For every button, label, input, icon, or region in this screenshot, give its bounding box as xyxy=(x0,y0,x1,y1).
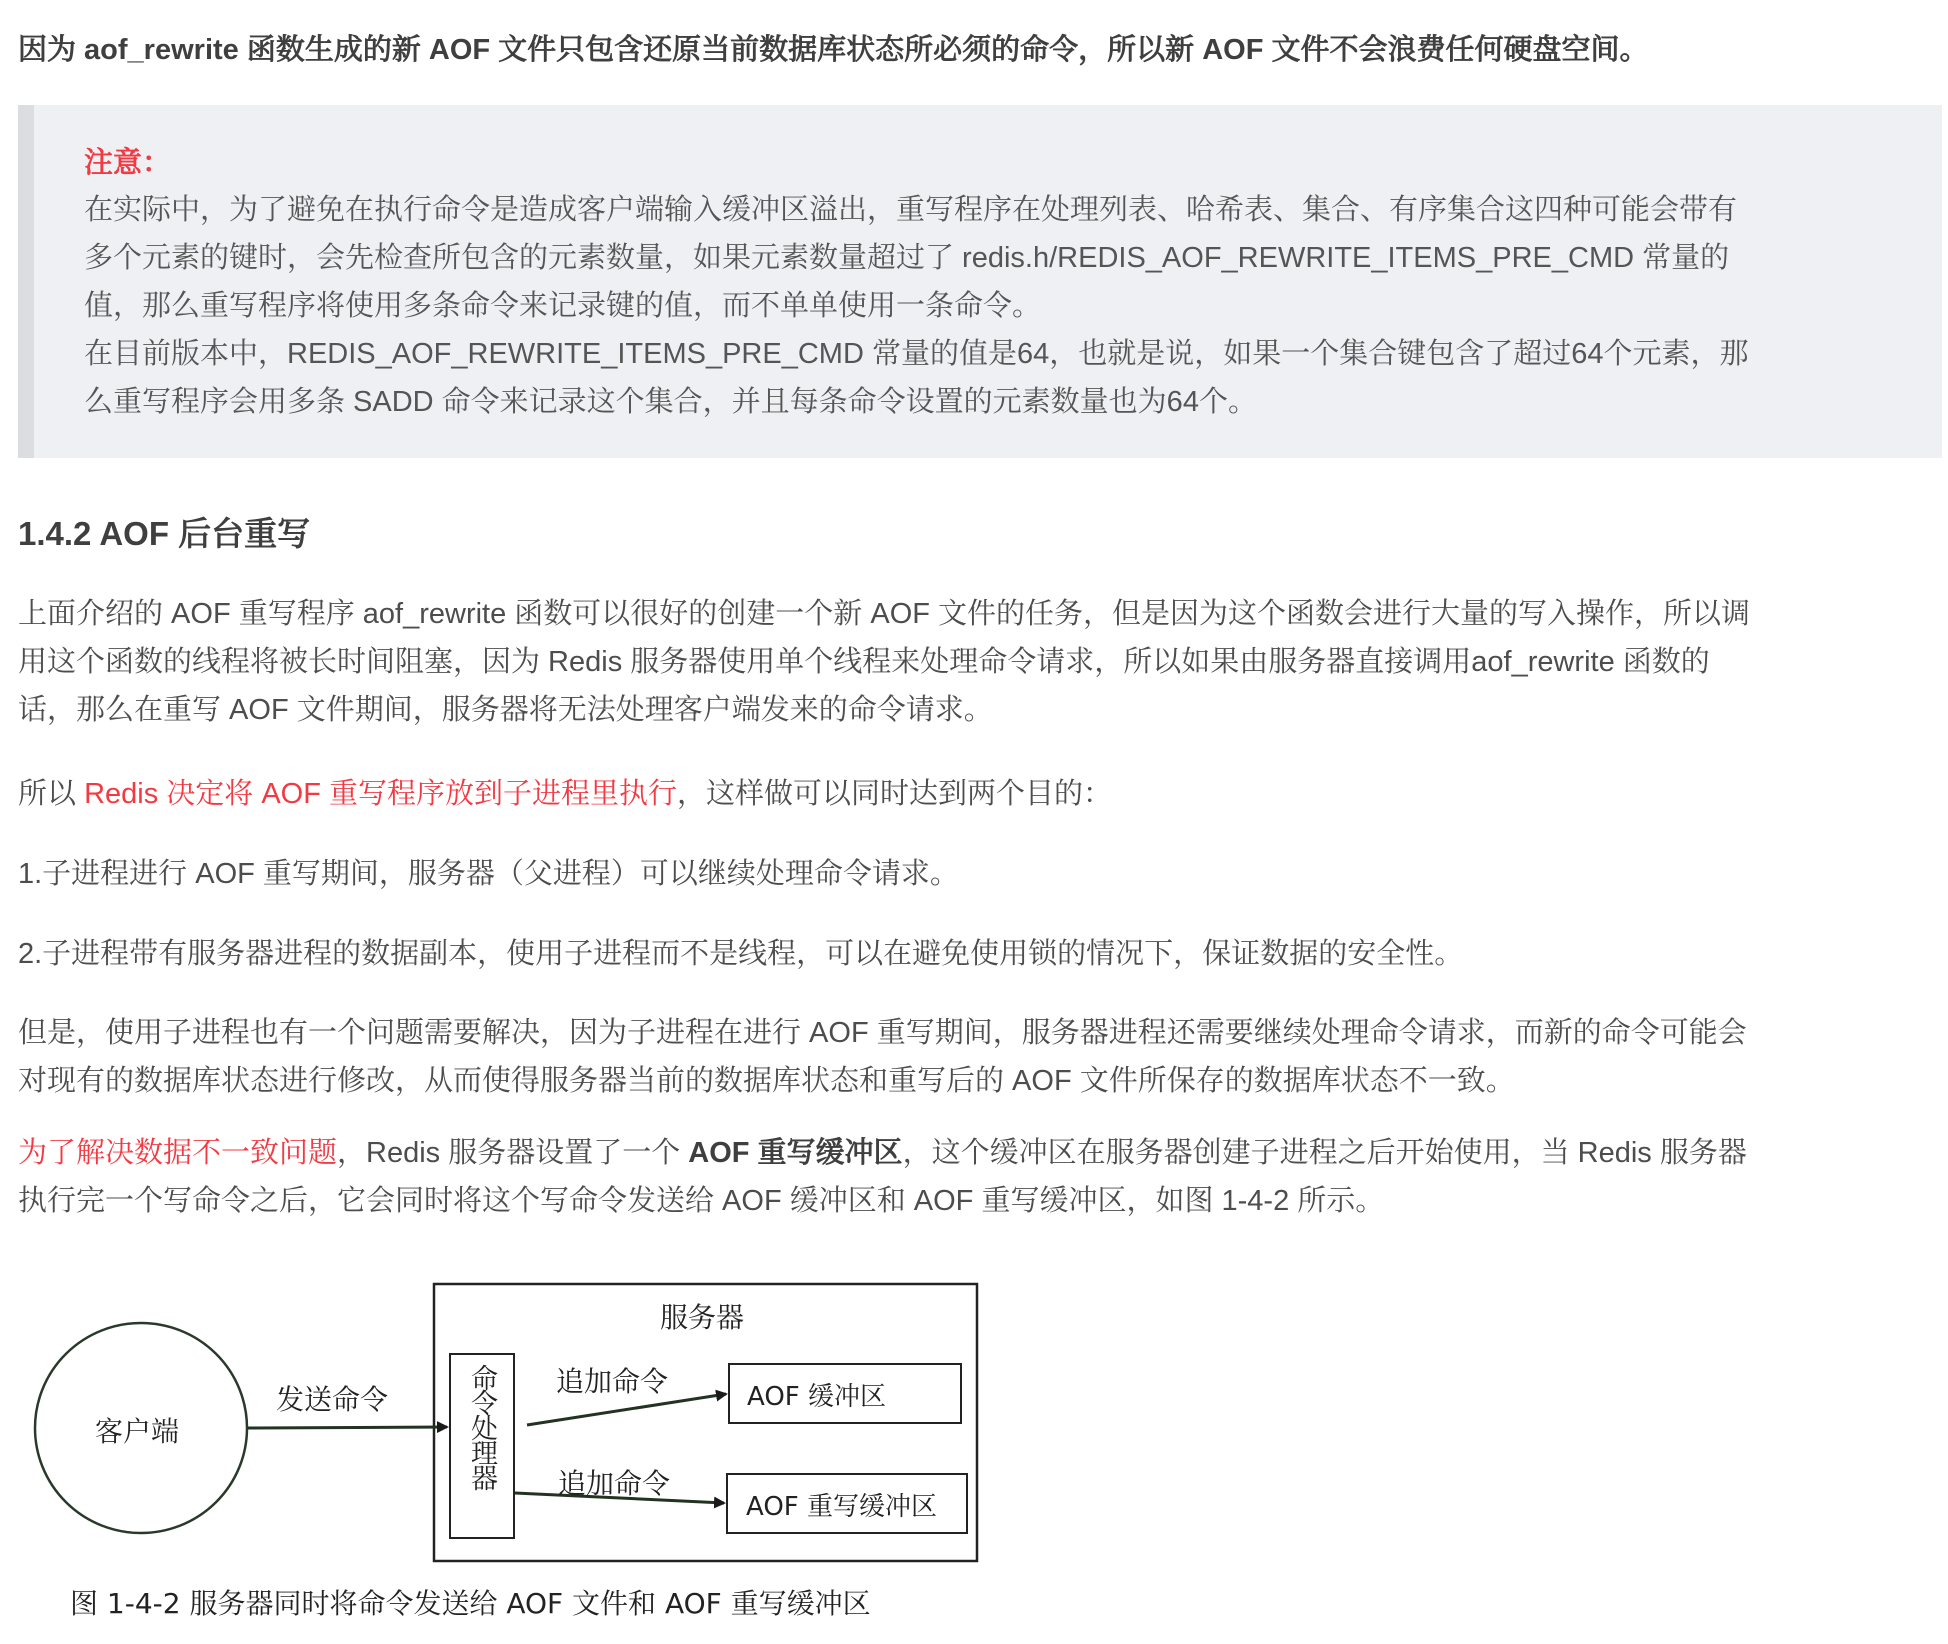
text-mid: ，Redis 服务器设置了一个 xyxy=(337,1137,689,1169)
note-line: 在实际中，为了避免在执行命令是造成客户端输入缓冲区溢出，重写程序在处理列表、哈希表、集合、有序集合这四种可能会带有 xyxy=(84,194,1738,226)
client-label: 客户端 xyxy=(95,1415,180,1448)
note-line: 在目前版本中，REDIS_AOF_REWRITE_ITEMS_PRE_CMD 常量的值是64，也就是说，如果一个集合键包含了超过64个元素，那 xyxy=(84,338,1749,370)
note-line: 多个元素的键时，会先检查所包含的元素数量，如果元素数量超过了 redis.h/REDIS_AOF_REWRITE_ITEMS_PRE_CMD 常量的 xyxy=(84,242,1730,274)
paragraph-line: 执行完一个写命令之后，它会同时将这个写命令发送给 AOF 缓冲区和 AOF 重写缓冲区，如图 1-4-2 所示。 xyxy=(18,1185,1385,1217)
note-body xyxy=(84,186,1748,426)
paragraph-line: 但是，使用子进程也有一个问题需要解决，因为子进程在进行 AOF 重写期间，服务器进程还需要继续处理命令请求，而新的命令可能会 xyxy=(18,1017,1747,1049)
text-suffix: ，这样做可以同时达到两个目的： xyxy=(677,778,1113,810)
send-command-arrow xyxy=(248,1427,447,1428)
note-title: 注意： xyxy=(84,147,172,179)
note-blockquote xyxy=(18,105,1942,458)
paragraph-line: 话，那么在重写 AOF 文件期间，服务器将无法处理客户端发来的命令请求。 xyxy=(18,694,993,726)
bold-term: AOF 重写缓冲区 xyxy=(688,1137,903,1169)
note-line: 值，那么重写程序将使用多条命令来记录键的值，而不单单使用一条命令。 xyxy=(84,290,1042,322)
list-item-2: 2.子进程带有服务器进程的数据副本，使用子进程而不是线程，可以在避免使用锁的情况下，保证数据的安全性。 xyxy=(18,938,1464,970)
paragraph-line: 上面介绍的 AOF 重写程序 aof_rewrite 函数可以很好的创建一个新 AOF 文件的任务，但是因为这个函数会进行大量的写入操作，所以调 xyxy=(18,598,1751,630)
aof-buffer-label: AOF 缓冲区 xyxy=(747,1382,887,1412)
figure-caption: 图 1-4-2 服务器同时将命令发送给 AOF 文件和 AOF 重写缓冲区 xyxy=(70,1587,871,1620)
paragraph-aof-rewrite-intro xyxy=(18,590,1942,734)
server-title: 服务器 xyxy=(660,1301,745,1334)
paragraph-child-process xyxy=(18,770,1942,818)
text-prefix: 所以 xyxy=(18,778,85,810)
text-rest: ，这个缓冲区在服务器创建子进程之后开始使用，当 Redis 服务器 xyxy=(902,1137,1747,1169)
append-label-1: 追加命令 xyxy=(556,1365,669,1398)
processor-label: 命令处理器 xyxy=(466,1364,497,1489)
highlight-text: Redis 决定将 AOF 重写程序放到子进程里执行 xyxy=(84,778,677,810)
paragraph-line: 用这个函数的线程将被长时间阻塞，因为 Redis 服务器使用单个线程来处理命令请求，所以如果由服务器直接调用aof_rewrite 函数的 xyxy=(18,646,1710,678)
paragraph-rewrite-buffer xyxy=(18,1129,1942,1225)
send-command-label: 发送命令 xyxy=(276,1383,389,1416)
list-item-1: 1.子进程进行 AOF 重写期间，服务器（父进程）可以继续处理命令请求。 xyxy=(18,858,959,890)
aof-rewrite-buffer-label: AOF 重写缓冲区 xyxy=(746,1492,938,1522)
section-heading: 1.4.2 AOF 后台重写 xyxy=(18,515,311,552)
figure-aof-rewrite-buffer xyxy=(0,1260,1000,1644)
intro-paragraph: 因为 aof_rewrite 函数生成的新 AOF 文件只包含还原当前数据库状态所必须的命令，所以新 AOF 文件不会浪费任何硬盘空间。 xyxy=(18,34,1649,66)
note-line: 么重写程序会用多条 SADD 命令来记录这个集合，并且每条命令设置的元素数量也为64个。 xyxy=(84,386,1257,418)
append-label-2: 追加命令 xyxy=(558,1467,671,1500)
highlight-text: 为了解决数据不一致问题 xyxy=(18,1137,338,1169)
paragraph-inconsistency xyxy=(18,1009,1942,1105)
paragraph-line: 对现有的数据库状态进行修改，从而使得服务器当前的数据库状态和重写后的 AOF 文件所保存的数据库状态不一致。 xyxy=(18,1065,1515,1097)
